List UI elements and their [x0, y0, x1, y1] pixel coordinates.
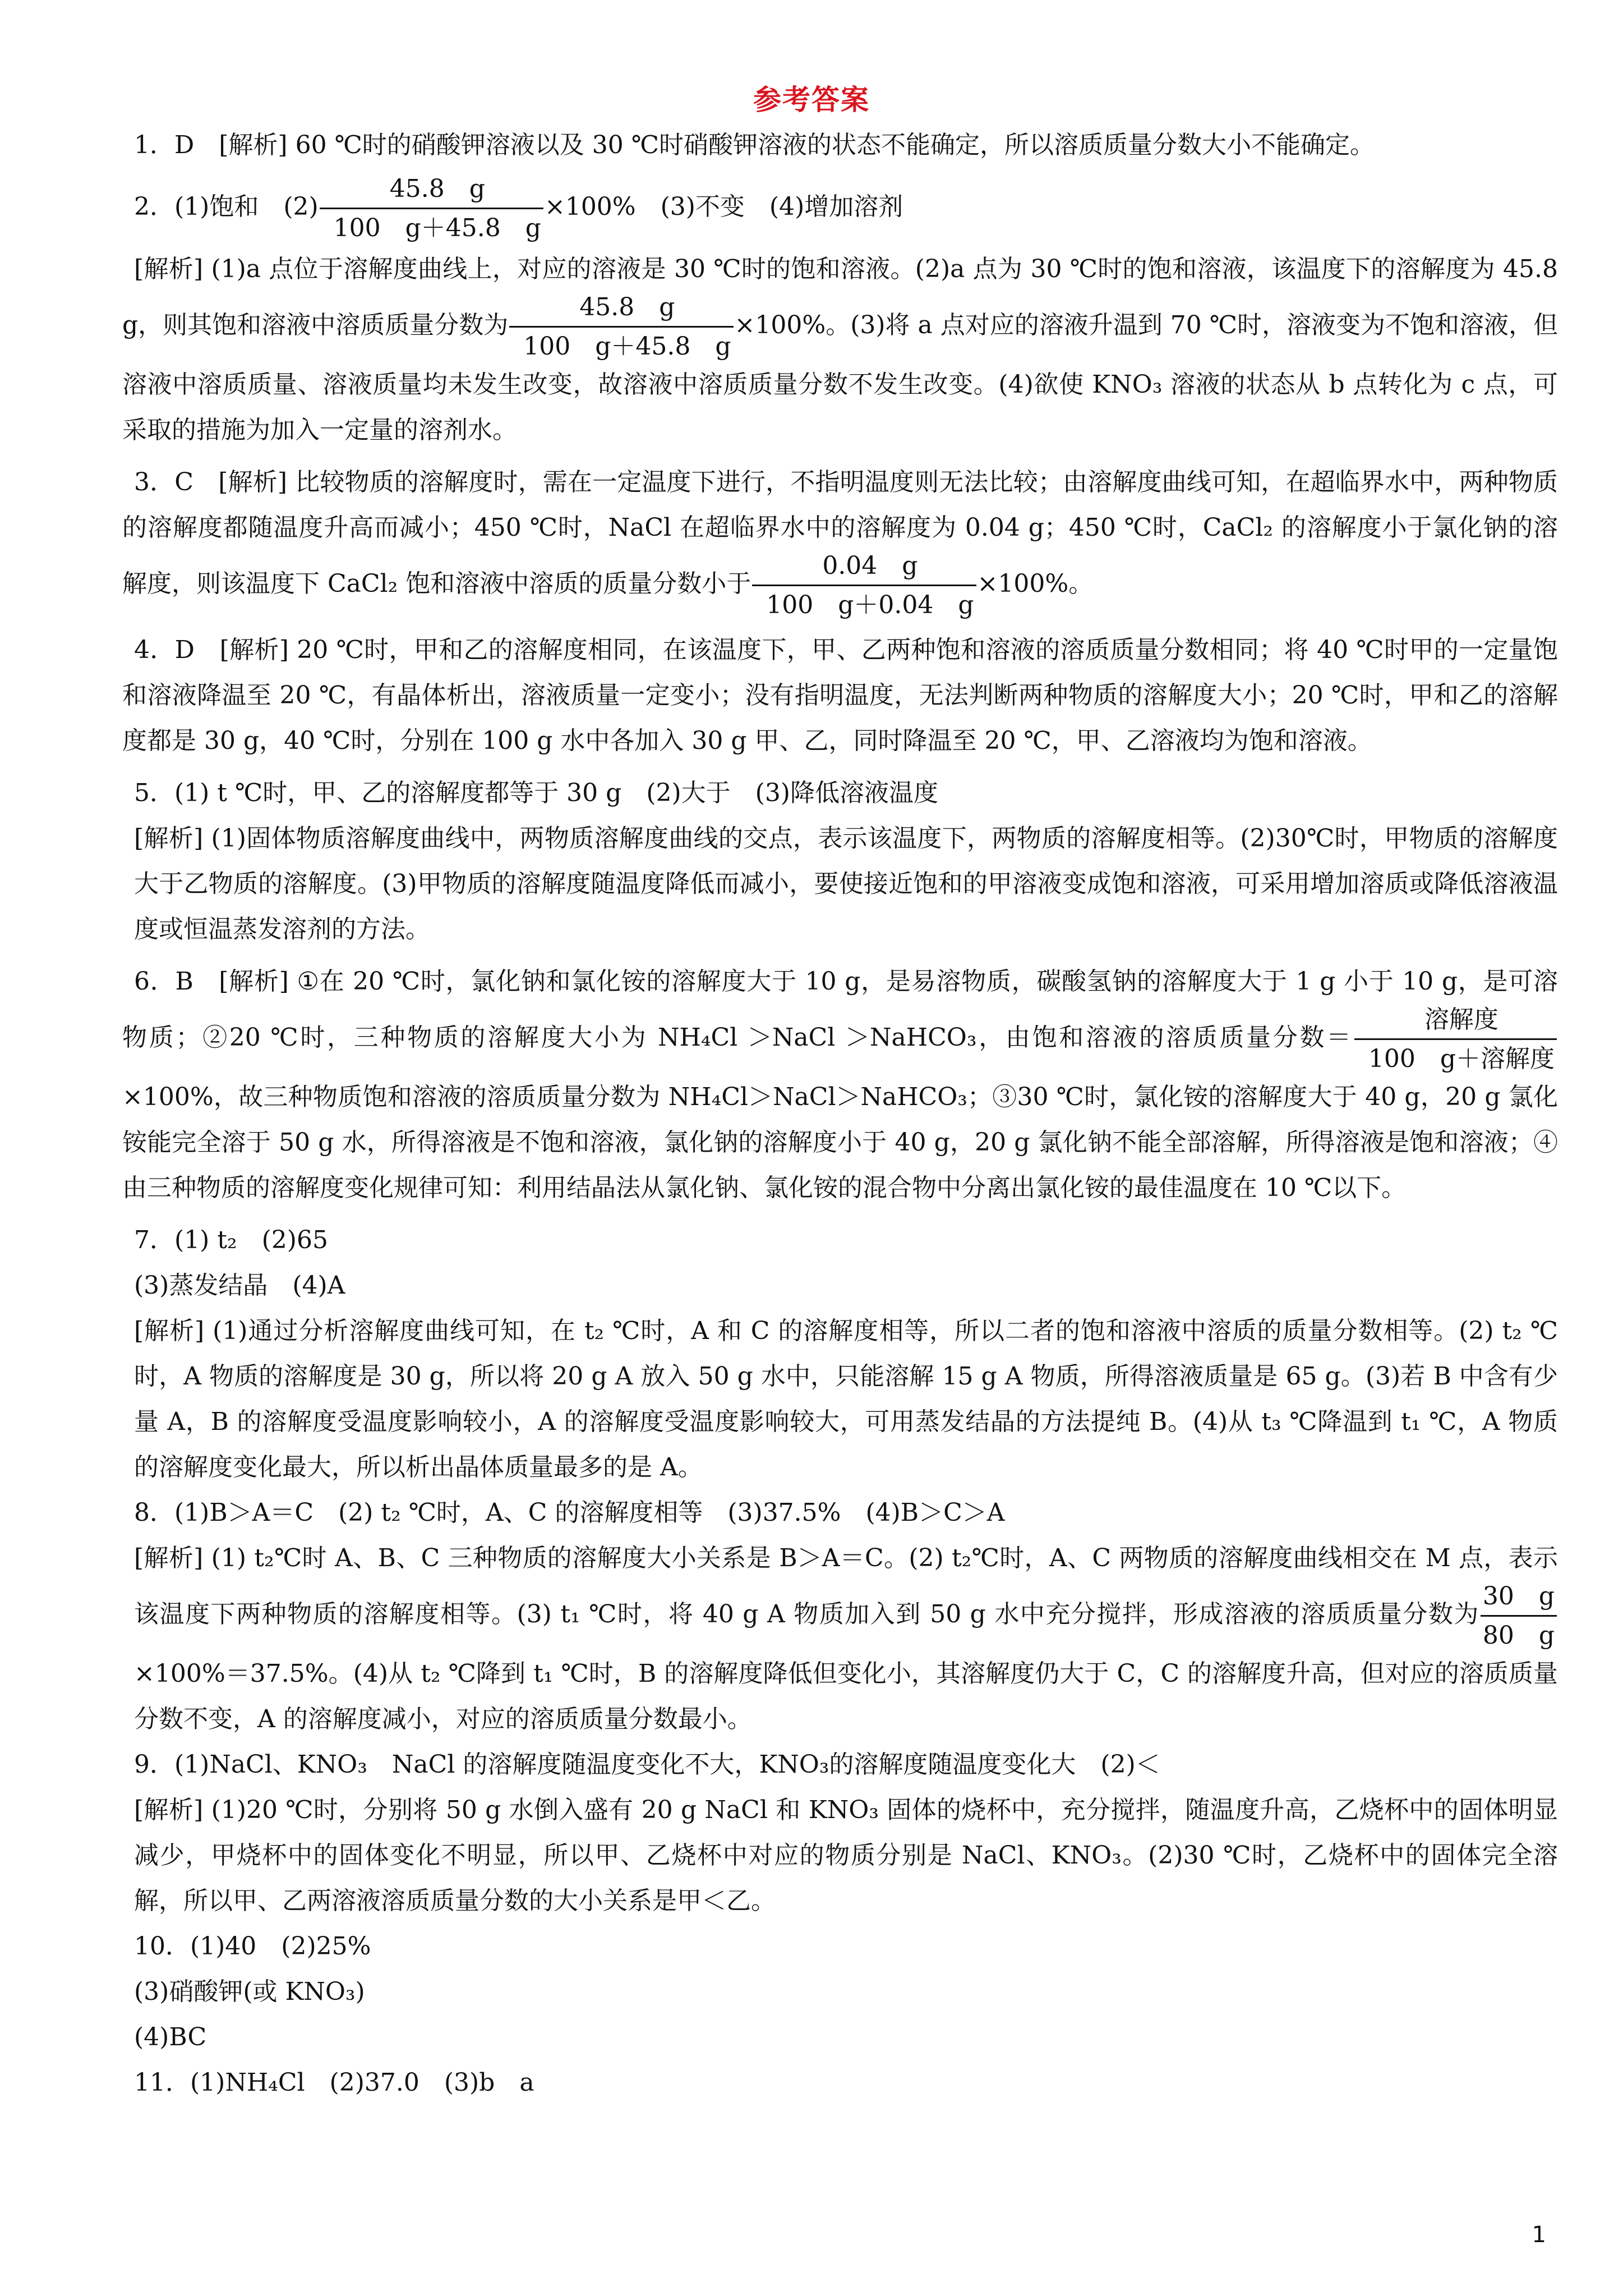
answer-9: 9．(1)NaCl、KNO₃ NaCl 的溶解度随温度变化不大，KNO₃的溶解度随温度变化大 (2)＜: [134, 1750, 1160, 1779]
answer-10-part4: (4)BC: [134, 2023, 207, 2051]
explanation-9: [解析] (1)20 ℃时，分别将 50 g 水倒入盛有 20 g NaCl 和 KNO₃ 固体的烧杯中，充分搅拌，随温度升高，乙烧杯中的固体明显减少，甲烧杯中的固体变化不明显，所以甲、乙烧杯中对应的物质分别是 NaCl、KNO₃。(2)30 ℃时，乙烧杯中的固体完全溶解，所以甲、乙两溶液溶质质量分数的大小关系是甲＜乙。: [134, 1796, 1558, 1915]
explanation-2: [解析] (1)a 点位于溶解度曲线上，对应的溶液是 30 ℃时的饱和溶液。(2)a 点为 30 ℃时的饱和溶液，该温度下的溶解度为 45.8 g，则其饱和溶液中溶质质量分数为 $\frac{45.8 g}{100 g+45.8 g}$ ×100%。(3)将 a 点对应的溶液升温到 70 ℃时，溶液变为不饱和溶液，但溶液中溶质质量、溶液质量均未发生改变，故溶液中溶质质量分数不发生改变。(4)欲使 KNO₃ 溶液的状态从 b 点转化为 c 点，可采取的措施为加入一定量的溶剂水。: [122, 255, 1559, 444]
answer-7: 7．(1) t₂ (2)65: [134, 1226, 328, 1254]
explanation-8: [解析] (1) t₂℃时 A、B、C 三种物质的溶解度大小关系是 B＞A＝C。(2) t₂℃时，A、C 两物质的溶解度曲线相交在 M 点，表示该温度下两种物质的溶解度相等。(3) t₁ ℃时，将 40 g A 物质加入到 50 g 水中充分搅拌，形成溶液的溶质质量分数为 $\frac{30 g}{80 g}$ ×100%＝37.5%。(4)从 t₂ ℃降到 t₁ ℃时，B 的溶解度降低但变化小，其溶解度仍大于 C，C 的溶解度升高，但对应的溶质质量分数不变，A 的溶解度减小，对应的溶质质量分数最小。: [134, 1544, 1558, 1733]
explanation-5: [解析] (1)固体物质溶解度曲线中，两物质溶解度曲线的交点，表示该温度下，两物质的溶解度相等。(2)30℃时，甲物质的溶解度大于乙物质的溶解度。(3)甲物质的溶解度随温度降低而减小，要使接近饱和的甲溶液变成饱和溶液，可采用增加溶质或降低溶液温度或恒温蒸发溶剂的方法。: [134, 824, 1558, 944]
fraction: $\frac{30 g}{80 g}$: [1481, 1581, 1557, 1651]
answer-10: 10．(1)40 (2)25%: [134, 1932, 371, 1961]
answer-2: 2．(1)饱和 (2) $\frac{45.8 g}{100 g+45.8 g}$ ×100% (3)不变 (4)增加溶剂: [134, 174, 903, 242]
fraction: $\frac{0.04 g}{100 g+0.04 g}$: [752, 550, 976, 620]
answer-3: 3．C [解析] 比较物质的溶解度时，需在一定温度下进行，不指明温度则无法比较；由溶解度曲线可知，在超临界水中，两种物质的溶解度都随温度升高而减小；450 ℃时，NaCl 在超临界水中的溶解度为 0.04 g；450 ℃时，CaCl₂ 的溶解度小于氯化钠的溶解度，则该温度下 CaCl₂ 饱和溶液中溶质的质量分数小于 $\frac{0.04 g}{100 g+0.04 g}$ ×100%。: [122, 468, 1558, 619]
answer-7-cont: (3)蒸发结晶 (4)A: [134, 1271, 345, 1300]
fraction: $\frac{45.8 g}{100 g+45.8 g}$: [509, 292, 733, 362]
page-title: 参考答案: [753, 84, 870, 116]
answer-1: 1．D [解析] 60 ℃时的硝酸钾溶液以及 30 ℃时硝酸钾溶液的状态不能确定，所以溶质质量分数大小不能确定。: [134, 131, 1375, 159]
answer-8: 8．(1)B＞A＝C (2) t₂ ℃时，A、C 的溶解度相等 (3)37.5% (4)B＞C＞A: [134, 1498, 1005, 1527]
answer-5: 5．(1) t ℃时，甲、乙的溶解度都等于 30 g (2)大于 (3)降低溶液温度: [134, 779, 938, 807]
answer-content: [122, 122, 1558, 2105]
page-number: 1: [1532, 2222, 1546, 2248]
answer-11: 11．(1)NH₄Cl (2)37.0 (3)b a: [134, 2068, 534, 2097]
answer-4: 4．D [解析] 20 ℃时，甲和乙的溶解度相同，在该温度下，甲、乙两种饱和溶液的溶质质量分数相同；将 40 ℃时甲的一定量饱和溶液降温至 20 ℃，有晶体析出，溶液质量一定变小；没有指明温度，无法判断两种物质的溶解度大小；20 ℃时，甲和乙的溶解度都是 30 g，40 ℃时，分别在 100 g 水中各加入 30 g 甲、乙，同时降温至 20 ℃，甲、乙溶液均为饱和溶液。: [122, 636, 1558, 755]
fraction: $\frac{\text{溶解度}}{\text{100 g＋溶解度}}$: [1354, 1004, 1557, 1074]
fraction: $\frac{45.8 g}{100 g+45.8 g}$: [320, 173, 543, 243]
explanation-7: [解析] (1)通过分析溶解度曲线可知，在 t₂ ℃时，A 和 C 的溶解度相等，所以二者的饱和溶液中溶质的质量分数相等。(2) t₂ ℃时，A 物质的溶解度是 30 g，所以将 20 g A 放入 50 g 水中，只能溶解 15 g A 物质，所得溶液质量是 65 g。(3)若 B 中含有少量 A，B 的溶解度受温度影响较小，A 的溶解度受温度影响较大，可用蒸发结晶的方法提纯 B。(4)从 t₃ ℃降温到 t₁ ℃，A 物质的溶解度变化最大，所以析出晶体质量最多的是 A。: [134, 1317, 1558, 1481]
answer-10-part3: (3)硝酸钾(或 KNO₃): [134, 1977, 365, 2006]
answer-6: 6．B [解析] ①在 20 ℃时，氯化钠和氯化铵的溶解度大于 10 g，是易溶物质，碳酸氢钠的溶解度大于 1 g 小于 10 g，是可溶物质；②20 ℃时，三种物质的溶解度大小为 NH₄Cl ＞NaCl ＞NaHCO₃，由饱和溶液的溶质质量分数＝ $\frac{\text{溶解度}}{\text{100 g＋溶解度}}$ ×100%，故三种物质饱和溶液的溶质质量分数为 NH₄Cl＞NaCl＞NaHCO₃；③30 ℃时，氯化铵的溶解度大于 40 g，20 g 氯化铵能完全溶于 50 g 水，所得溶液是不饱和溶液，氯化钠的溶解度小于 40 g，20 g 氯化钠不能全部溶解，所得溶液是饱和溶液；④由三种物质的溶解度变化规律可知：利用结晶法从氯化钠、氯化铵的混合物中分离出氯化铵的最佳温度在 10 ℃以下。: [122, 967, 1558, 1202]
